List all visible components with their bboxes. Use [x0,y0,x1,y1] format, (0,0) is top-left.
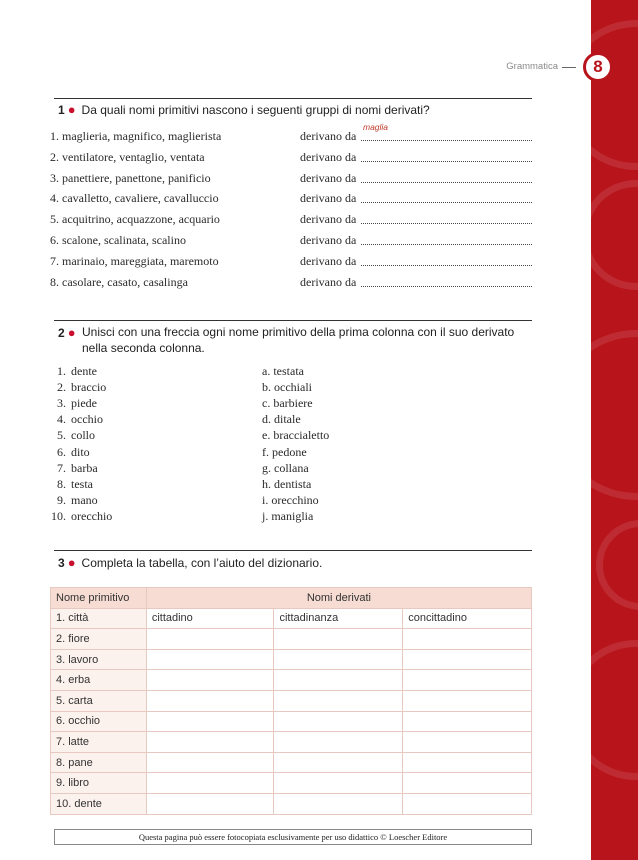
primitive-word: barba [71,460,98,475]
exercise-2-rule [54,320,532,321]
table-row [51,752,532,773]
list-item [50,233,532,249]
derived-word: ditale [274,412,301,427]
derived-cell[interactable] [274,629,403,650]
derived-cell[interactable] [403,670,532,691]
left-column-item[interactable] [50,412,103,428]
exercise-3-number: 3 [58,556,65,570]
item-letter: d. [262,412,271,427]
bullet-dot-icon: ● [67,555,76,570]
derive-label: derivano da [300,253,357,268]
item-letter: b. [262,380,271,395]
derived-cell[interactable] [403,690,532,711]
primitive-cell: 9. libro [51,773,147,794]
item-number: 7. [57,460,66,475]
derived-cell[interactable] [146,670,274,691]
right-column-item[interactable] [262,493,319,509]
derived-cell[interactable] [146,752,274,773]
item-number: 3. [50,170,59,185]
right-column-item[interactable] [262,461,309,477]
exercise-2-number: 2 [58,326,65,340]
exercise-3-heading [58,555,322,571]
derived-word: collana [274,460,309,475]
item-words: ventilatore, ventaglio, ventata [62,149,205,164]
derived-words [50,275,188,290]
exercise-2-heading [58,325,82,341]
item-number: 4. [50,191,59,206]
derived-cell[interactable] [274,773,403,794]
answer-line[interactable] [361,182,532,183]
derive-label: derivano da [300,212,357,227]
bullet-dot-icon: ● [67,102,76,117]
primitive-cell: 1. città [51,608,147,629]
primitive-word: braccio [71,380,107,395]
left-column-item[interactable] [50,364,97,380]
primitive-word: dito [71,444,90,459]
derived-word: pedone [272,444,307,459]
list-item [50,191,532,207]
item-words: maglieria, magnifico, maglierista [62,129,222,143]
answer-line[interactable] [361,265,532,266]
decorative-ring [596,520,638,610]
exercise-3-instruction: Completa la tabella, con l’aiuto del dizionario. [81,556,323,570]
derived-cell[interactable] [146,690,274,711]
primitive-word: piede [71,396,97,411]
exercise-1-heading [58,102,430,118]
derived-cell[interactable] [274,649,403,670]
item-number: 3. [57,396,66,411]
left-column-item[interactable] [50,461,98,477]
item-number: 2. [57,380,66,395]
primitive-word: dente [71,364,97,378]
derived-words [50,150,205,165]
derived-cell: concittadino [403,608,532,629]
derived-cell[interactable] [274,690,403,711]
decorative-ring [591,180,638,290]
right-column-item[interactable] [262,380,312,396]
answer-line[interactable] [361,140,532,141]
derived-cell[interactable] [403,752,532,773]
column-header-derived: Nomi derivati [146,588,531,609]
item-number: 4. [57,412,66,427]
side-color-band [591,0,638,860]
list-item [50,150,532,166]
list-item [50,254,532,270]
exercise-1-instruction: Da quali nomi primitivi nascono i seguenti gruppi di nomi derivati? [81,103,430,117]
left-column-item[interactable] [50,428,95,444]
item-words: marinaio, mareggiata, maremoto [62,253,219,268]
derived-cell[interactable] [146,711,274,732]
left-column-item[interactable] [50,445,90,461]
answer-line[interactable] [361,244,532,245]
table-row [51,773,532,794]
derived-word: orecchino [271,492,319,507]
table-row [51,629,532,650]
table-row [51,793,532,814]
primitive-cell: 4. erba [51,670,147,691]
derived-words [50,233,186,248]
derived-words [50,129,221,144]
item-letter: f. [262,444,269,459]
derive-label: derivano da [300,129,357,143]
left-column-item[interactable] [50,493,98,509]
item-words: panettiere, panettone, panificio [62,170,211,185]
derived-word: dentista [274,476,312,491]
item-number: 5. [50,212,59,227]
derived-cell[interactable] [403,629,532,650]
primitive-cell: 8. pane [51,752,147,773]
derived-cell[interactable] [403,711,532,732]
list-item [50,212,532,228]
item-number: 9. [57,492,66,507]
primitive-cell: 6. occhio [51,711,147,732]
column-header-primitive: Nome primitivo [51,588,147,609]
left-column-item[interactable] [50,509,112,525]
derived-cell: cittadino [146,608,274,629]
primitive-cell: 3. lavoro [51,649,147,670]
list-item [50,275,532,291]
item-words: cavalletto, cavaliere, cavalluccio [62,191,219,206]
primitive-word: orecchio [71,508,113,523]
exercise-2-instruction-line-2: nella seconda colonna. [82,341,205,355]
left-column-item[interactable] [50,380,106,396]
primitive-cell: 7. latte [51,732,147,753]
derived-cell: cittadinanza [274,608,403,629]
derived-words [50,171,211,186]
exercise-1-rule [54,98,532,99]
derived-cell[interactable] [274,670,403,691]
derived-word: barbiere [273,396,313,411]
item-number: 8. [50,274,59,289]
right-column-item[interactable] [262,364,304,380]
derived-word: testata [273,364,304,378]
right-column-item[interactable] [262,396,313,412]
derived-cell[interactable] [146,793,274,814]
primitive-word: occhio [71,412,103,427]
written-answer: maglia [363,122,389,132]
table-row [51,649,532,670]
item-letter: j. [262,508,269,523]
exercise-1-number: 1 [58,103,65,117]
header-divider [562,67,576,68]
answer-line[interactable] [361,202,532,203]
table-row [51,608,532,629]
table-row [51,732,532,753]
primitive-cell: 2. fiore [51,629,147,650]
item-words: acquitrino, acquazzone, acquario [62,212,220,227]
copyright-footer: Questa pagina può essere fotocopiata esclusivamente per uso didattico © Loescher Editore [54,829,532,845]
table-row [51,690,532,711]
item-letter: a. [262,364,271,378]
table-row [51,711,532,732]
derived-cell[interactable] [146,773,274,794]
derived-words [50,254,219,269]
answer-line[interactable] [361,161,532,162]
left-column-item[interactable] [50,477,93,493]
item-letter: h. [262,476,271,491]
list-item [50,171,532,187]
table-header-row [51,588,532,609]
derived-cell[interactable] [274,752,403,773]
primitive-word: collo [71,428,95,443]
derived-word: occhiali [274,380,312,395]
item-number: 6. [50,233,59,247]
derived-cell[interactable] [146,649,274,670]
left-column-item[interactable] [50,396,97,412]
table-row [51,670,532,691]
item-number: 1. [57,364,66,378]
item-words: casolare, casato, casalinga [62,274,188,289]
item-letter: e. [262,428,271,443]
derive-label: derivano da [300,191,357,206]
item-letter: i. [262,492,269,507]
derived-words [50,212,220,227]
derive-label: derivano da [300,233,357,247]
item-number: 7. [50,253,59,268]
derived-cell[interactable] [403,773,532,794]
derived-cell[interactable] [403,732,532,753]
item-letter: c. [262,396,271,411]
item-number: 5. [57,428,66,443]
derived-nouns-table [50,587,532,815]
derive-label: derivano da [300,274,357,289]
derived-cell[interactable] [274,732,403,753]
right-column-item[interactable] [262,477,311,493]
answer-line[interactable] [361,223,532,224]
derived-word: maniglia [271,508,314,523]
primitive-cell: 5. carta [51,690,147,711]
primitive-cell: 10. dente [51,793,147,814]
derived-cell[interactable] [274,793,403,814]
list-item [50,122,532,145]
derived-cell[interactable] [403,649,532,670]
item-number: 8. [57,476,66,491]
derived-words [50,191,219,206]
derived-cell[interactable] [146,732,274,753]
chapter-number-badge: 8 [583,52,613,82]
decorative-ring [591,20,638,170]
item-words: scalone, scalinata, scalino [62,233,186,247]
derived-word: braccialetto [273,428,330,443]
decorative-ring [591,330,638,500]
right-column-item[interactable] [262,428,329,444]
answer-line[interactable] [361,286,532,287]
exercise-3-rule [54,550,532,551]
right-column-item[interactable] [262,445,307,461]
right-column-item[interactable] [262,412,301,428]
derive-label: derivano da [300,170,357,185]
bullet-dot-icon: ● [67,325,76,340]
primitive-word: mano [71,492,98,507]
derived-cell[interactable] [274,711,403,732]
item-number: 2. [50,149,59,164]
derive-label: derivano da [300,149,357,164]
primitive-word: testa [71,476,93,491]
item-number: 6. [57,444,66,459]
derived-cell[interactable] [403,793,532,814]
section-label: Grammatica [506,61,558,72]
item-number: 1. [50,129,59,143]
derived-cell[interactable] [146,629,274,650]
decorative-ring [591,640,638,780]
item-letter: g. [262,460,271,475]
item-number: 10. [51,508,66,523]
exercise-2-instruction-line-1: Unisci con una freccia ogni nome primitivo della prima colonna con il suo derivato [82,325,515,339]
right-column-item[interactable] [262,509,313,525]
